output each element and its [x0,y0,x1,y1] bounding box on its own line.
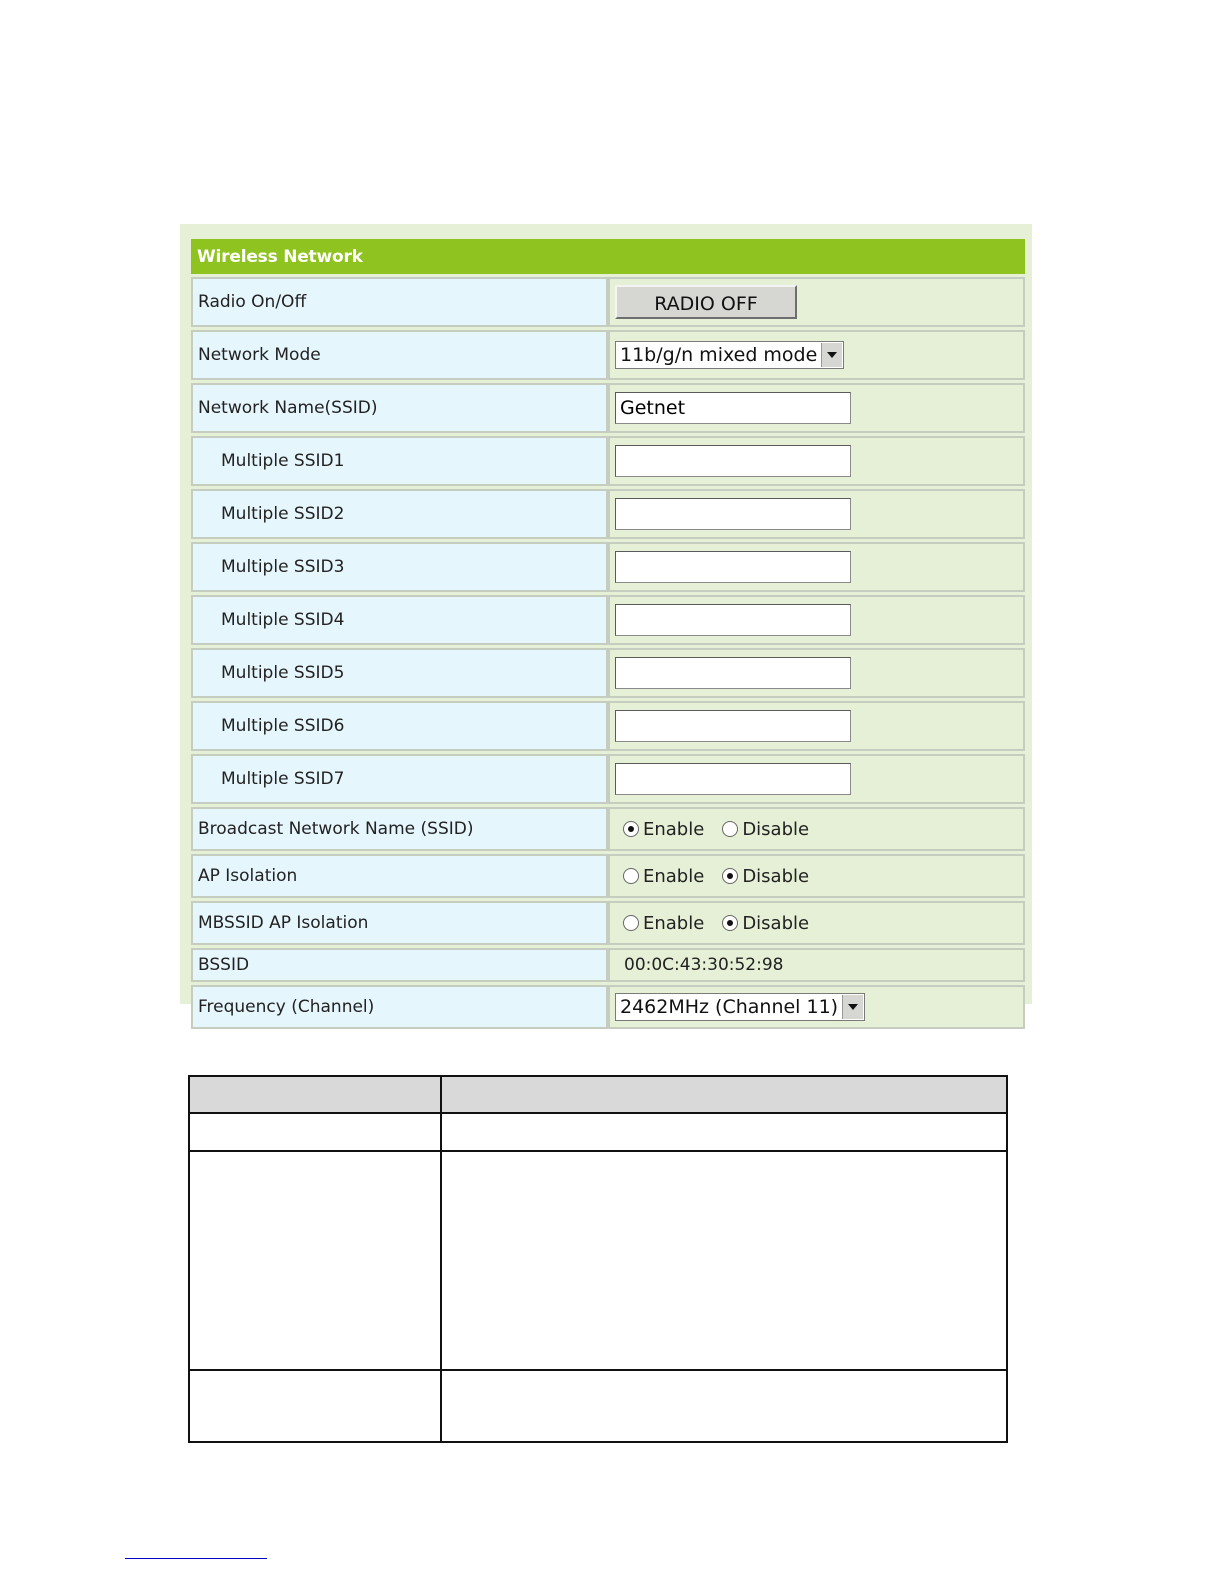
radio-label: Radio On/Off [191,277,608,327]
multiple-ssid6-label: Multiple SSID6 [191,701,608,751]
network-mode-value: 11b/g/n mixed mode [620,344,818,366]
description-table-cell [189,1113,441,1151]
ssid-label: Network Name(SSID) [191,383,608,433]
multiple-ssid6-input[interactable] [615,710,851,742]
broadcast-disable-label: Disable [742,818,810,840]
broadcast-enable-label: Enable [643,818,705,840]
multiple-ssid7-label: Multiple SSID7 [191,754,608,804]
description-table-header-cell [441,1076,1007,1113]
broadcast-disable-radio[interactable] [722,821,738,837]
multiple-ssid4-input[interactable] [615,604,851,636]
chevron-down-icon [821,343,842,367]
multiple-ssid3-input[interactable] [615,551,851,583]
description-table-cell [441,1370,1007,1442]
mbssid-isolation-enable-radio[interactable] [623,915,639,931]
broadcast-enable-radio[interactable] [623,821,639,837]
mbssid-isolation-disable-label: Disable [742,912,810,934]
broadcast-ssid-radio-group [615,819,1023,840]
description-table-header-cell [189,1076,441,1113]
frequency-label: Frequency (Channel) [191,985,608,1029]
description-table [188,1075,1008,1443]
mbssid-isolation-radio-group [615,913,1023,934]
bssid-label: BSSID [191,948,608,982]
multiple-ssid7-input[interactable] [615,763,851,795]
description-table-cell [441,1113,1007,1151]
multiple-ssid3-label: Multiple SSID3 [191,542,608,592]
mbssid-isolation-disable-radio[interactable] [722,915,738,931]
radio-off-button[interactable]: RADIO OFF [615,285,797,319]
multiple-ssid5-label: Multiple SSID5 [191,648,608,698]
multiple-ssid2-label: Multiple SSID2 [191,489,608,539]
network-mode-label: Network Mode [191,330,608,380]
ap-isolation-radio-group [615,866,1023,887]
multiple-ssid1-label: Multiple SSID1 [191,436,608,486]
bssid-value: 00:0C:43:30:52:98 [608,948,1025,982]
chevron-down-icon [842,995,863,1019]
broadcast-ssid-label: Broadcast Network Name (SSID) [191,807,608,851]
network-mode-select[interactable] [615,341,844,369]
ssid-input[interactable] [615,392,851,424]
footer-link-underline [125,1558,267,1559]
mbssid-isolation-enable-label: Enable [643,912,705,934]
frequency-select[interactable] [615,993,865,1021]
ap-isolation-enable-label: Enable [643,865,705,887]
frequency-value: 2462MHz (Channel 11) [620,996,839,1018]
ap-isolation-label: AP Isolation [191,854,608,898]
mbssid-isolation-label: MBSSID AP Isolation [191,901,608,945]
multiple-ssid4-label: Multiple SSID4 [191,595,608,645]
description-table-cell [441,1151,1007,1369]
multiple-ssid2-input[interactable] [615,498,851,530]
ap-isolation-disable-radio[interactable] [722,868,738,884]
panel-title: Wireless Network [191,239,1025,274]
ap-isolation-enable-radio[interactable] [623,868,639,884]
description-table-cell [189,1151,441,1369]
ap-isolation-disable-label: Disable [742,865,810,887]
wireless-network-form [191,236,1025,1032]
multiple-ssid5-input[interactable] [615,657,851,689]
multiple-ssid1-input[interactable] [615,445,851,477]
description-table-cell [189,1370,441,1442]
